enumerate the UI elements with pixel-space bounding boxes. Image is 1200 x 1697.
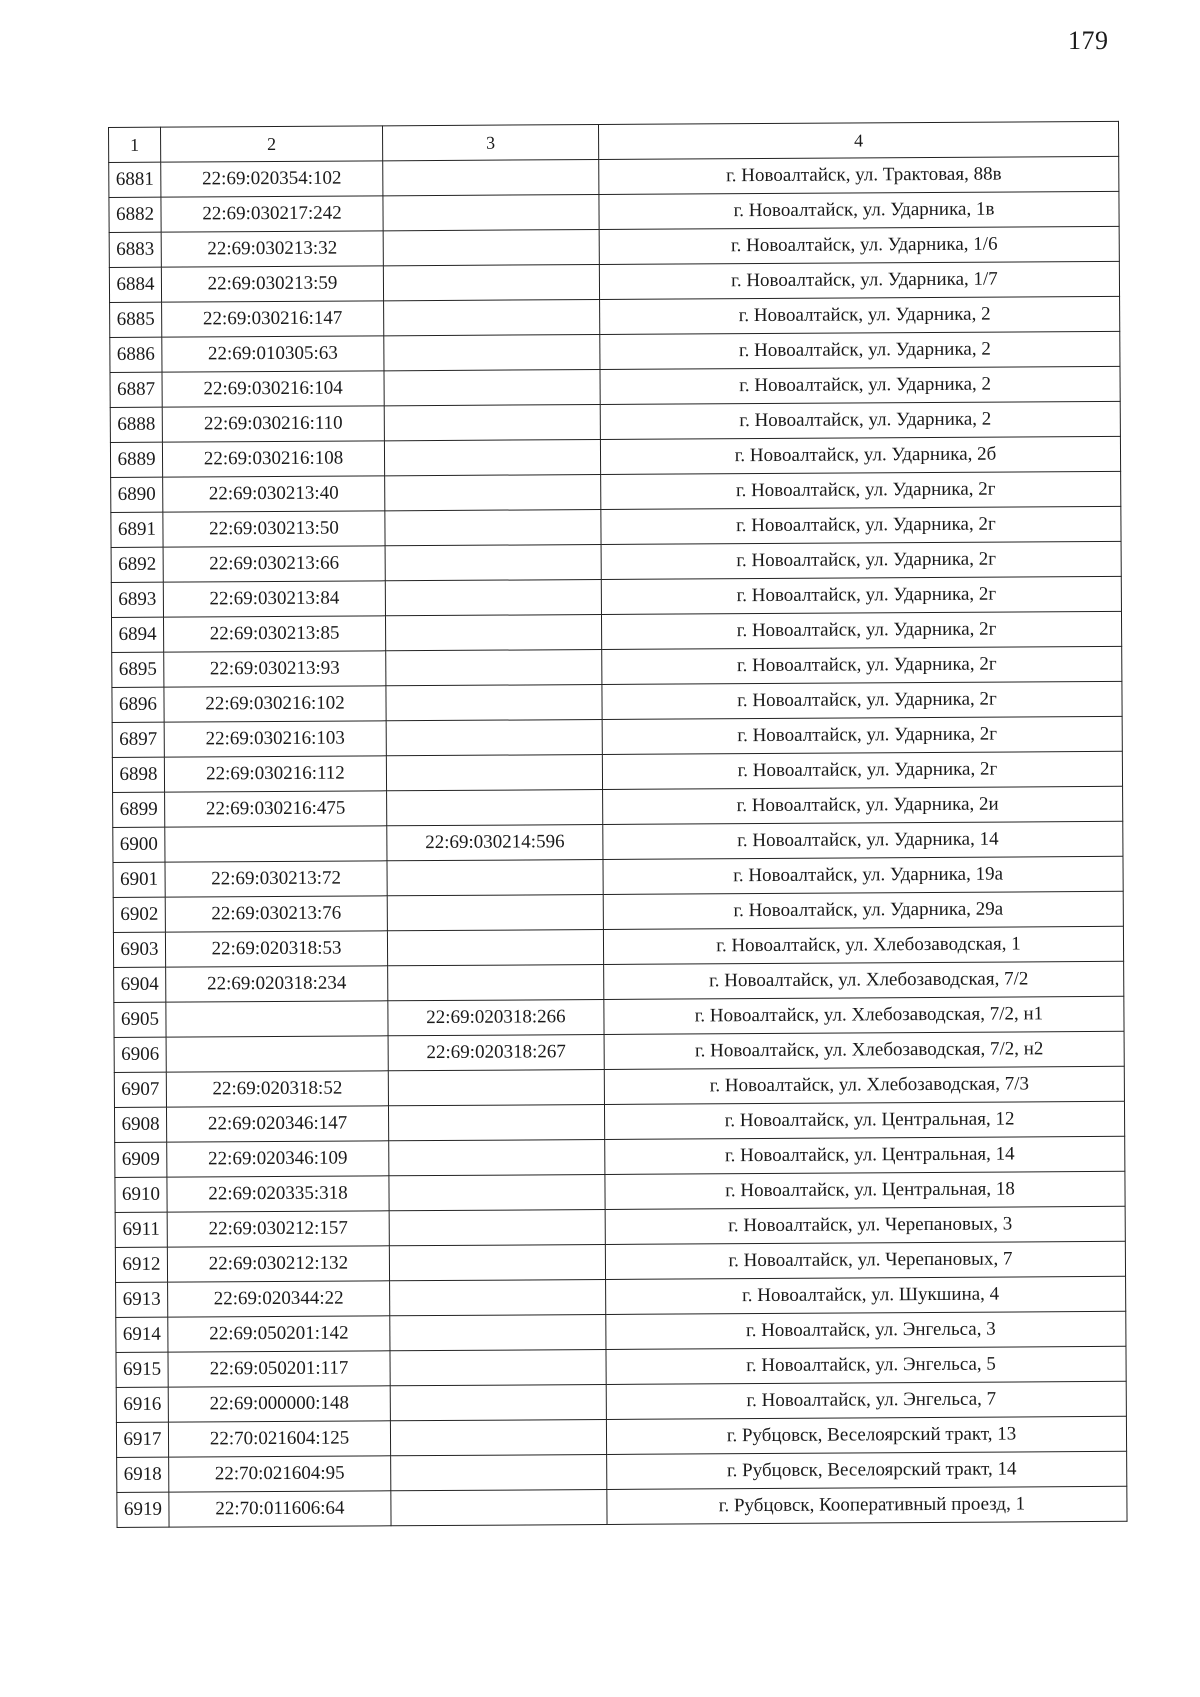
header-col-4: 4: [598, 121, 1118, 159]
cadastral-number-alt-cell: [386, 719, 602, 755]
row-number-cell: 6905: [114, 1002, 166, 1037]
cadastral-number-alt-cell: [384, 369, 600, 405]
row-number-cell: 6891: [111, 512, 163, 547]
row-number-cell: 6904: [114, 967, 166, 1002]
row-number-cell: 6906: [114, 1037, 166, 1072]
cadastral-number-alt-cell: [387, 929, 603, 965]
row-number-cell: 6916: [116, 1387, 168, 1422]
cadastral-number-alt-cell: [383, 230, 599, 266]
address-cell: г. Новоалтайск, ул. Ударника, 2г: [601, 541, 1121, 579]
cadastral-number-alt-cell: [386, 649, 602, 685]
cadastral-number-alt-cell: [391, 1489, 607, 1525]
row-number-cell: 6896: [112, 687, 164, 722]
cadastral-number-cell: 22:69:030213:59: [161, 266, 383, 302]
row-number-cell: 6918: [117, 1457, 169, 1492]
address-cell: г. Новоалтайск, ул. Шукшина, 4: [606, 1276, 1126, 1314]
cadastral-number-cell: 22:69:020318:52: [166, 1071, 388, 1107]
cadastral-number-alt-cell: [385, 579, 601, 615]
row-number-cell: 6911: [115, 1212, 167, 1247]
row-number-cell: 6889: [110, 442, 162, 477]
cadastral-number-alt-cell: [387, 894, 603, 930]
cadastral-number-cell: 22:69:030212:157: [167, 1211, 389, 1247]
cadastral-number-cell: 22:69:050201:142: [168, 1316, 390, 1352]
row-number-cell: 6881: [109, 162, 161, 197]
cadastral-number-alt-cell: [385, 614, 601, 650]
row-number-cell: 6908: [114, 1107, 166, 1142]
page-number: 179: [1068, 26, 1109, 55]
cadastral-number-alt-cell: [383, 195, 599, 231]
address-cell: г. Новоалтайск, ул. Ударника, 2г: [601, 506, 1121, 544]
cadastral-number-cell: 22:69:030216:104: [162, 371, 384, 407]
address-cell: г. Новоалтайск, ул. Ударника, 2г: [601, 576, 1121, 614]
address-cell: г. Новоалтайск, ул. Ударника, 2г: [602, 646, 1122, 684]
row-number-cell: 6884: [109, 267, 161, 302]
cadastral-number-alt-cell: [384, 334, 600, 370]
address-cell: г. Новоалтайск, ул. Хлебозаводская, 7/2, н2: [604, 1031, 1124, 1069]
address-cell: г. Новоалтайск, ул. Черепановых, 3: [605, 1206, 1125, 1244]
row-number-cell: 6899: [113, 792, 165, 827]
row-number-cell: 6892: [111, 547, 163, 582]
cadastral-number-cell: 22:70:011606:64: [169, 1491, 391, 1527]
cadastral-number-alt-cell: [385, 474, 601, 510]
cadastral-number-cell: 22:69:020346:147: [166, 1106, 388, 1142]
address-cell: г. Новоалтайск, ул. Хлебозаводская, 7/3: [604, 1066, 1124, 1104]
cadastral-number-cell: 22:69:020318:234: [166, 966, 388, 1002]
header-col-1: 1: [109, 127, 161, 162]
cadastral-number-alt-cell: [388, 964, 604, 1000]
header-col-2: 2: [161, 126, 383, 162]
address-cell: г. Новоалтайск, ул. Центральная, 14: [605, 1136, 1125, 1174]
address-cell: г. Рубцовск, Веселоярский тракт, 13: [606, 1416, 1126, 1454]
cadastral-number-cell: 22:69:030216:112: [164, 756, 386, 792]
cadastral-number-cell: 22:69:020344:22: [168, 1281, 390, 1317]
address-cell: г. Новоалтайск, ул. Трактовая, 88в: [599, 156, 1119, 194]
cadastral-number-alt-cell: [387, 789, 603, 825]
cadastral-number-cell: 22:69:020318:53: [165, 931, 387, 967]
address-cell: г. Новоалтайск, ул. Ударника, 14: [603, 821, 1123, 859]
cadastral-number-alt-cell: 22:69:020318:267: [388, 1034, 604, 1070]
address-cell: г. Новоалтайск, ул. Хлебозаводская, 1: [603, 926, 1123, 964]
row-number-cell: 6914: [116, 1317, 168, 1352]
cadastral-number-cell: 22:69:010305:63: [162, 336, 384, 372]
registry-table: [108, 121, 1128, 1528]
address-cell: г. Новоалтайск, ул. Ударника, 2: [600, 401, 1120, 439]
cadastral-number-alt-cell: [386, 754, 602, 790]
cadastral-number-alt-cell: [389, 1139, 605, 1175]
table-row: [117, 1486, 1127, 1527]
address-cell: г. Новоалтайск, ул. Ударника, 2г: [602, 716, 1122, 754]
address-cell: г. Новоалтайск, ул. Хлебозаводская, 7/2, н1: [604, 996, 1124, 1034]
row-number-cell: 6917: [116, 1422, 168, 1457]
address-cell: г. Новоалтайск, ул. Ударника, 2: [600, 296, 1120, 334]
address-cell: г. Рубцовск, Веселоярский тракт, 14: [607, 1451, 1127, 1489]
cadastral-number-alt-cell: [390, 1349, 606, 1385]
cadastral-number-alt-cell: [387, 859, 603, 895]
cadastral-number-alt-cell: [390, 1384, 606, 1420]
row-number-cell: 6894: [111, 617, 163, 652]
cadastral-number-cell: 22:69:030216:108: [162, 441, 384, 477]
address-cell: г. Новоалтайск, ул. Энгельса, 5: [606, 1346, 1126, 1384]
table-body: [109, 156, 1127, 1527]
cadastral-number-alt-cell: [389, 1209, 605, 1245]
address-cell: г. Новоалтайск, ул. Ударника, 2б: [600, 436, 1120, 474]
cadastral-number-alt-cell: [383, 265, 599, 301]
cadastral-number-cell: 22:69:030217:242: [161, 196, 383, 232]
cadastral-number-cell: 22:69:030213:76: [165, 896, 387, 932]
cadastral-number-alt-cell: [384, 439, 600, 475]
address-cell: г. Новоалтайск, ул. Ударника, 1/6: [599, 226, 1119, 264]
cadastral-number-alt-cell: [390, 1419, 606, 1455]
cadastral-number-cell: 22:69:030216:147: [162, 301, 384, 337]
cadastral-number-alt-cell: [383, 160, 599, 196]
cadastral-number-cell: 22:69:030213:72: [165, 861, 387, 897]
row-number-cell: 6912: [115, 1247, 167, 1282]
cadastral-number-cell: 22:69:030213:32: [161, 231, 383, 267]
cadastral-number-cell: [165, 826, 387, 862]
cadastral-number-alt-cell: [385, 544, 601, 580]
row-number-cell: 6897: [112, 722, 164, 757]
cadastral-number-cell: 22:69:000000:148: [168, 1386, 390, 1422]
cadastral-number-cell: 22:69:030216:102: [164, 686, 386, 722]
cadastral-number-alt-cell: [386, 684, 602, 720]
cadastral-number-cell: 22:69:020346:109: [167, 1141, 389, 1177]
cadastral-number-cell: [166, 1001, 388, 1037]
cadastral-number-cell: 22:69:030213:93: [164, 651, 386, 687]
cadastral-number-cell: 22:69:030213:84: [163, 581, 385, 617]
cadastral-number-alt-cell: [391, 1454, 607, 1490]
row-number-cell: 6895: [112, 652, 164, 687]
row-number-cell: 6882: [109, 197, 161, 232]
address-cell: г. Новоалтайск, ул. Ударника, 1/7: [599, 261, 1119, 299]
cadastral-number-cell: 22:69:020335:318: [167, 1176, 389, 1212]
address-cell: г. Новоалтайск, ул. Энгельса, 3: [606, 1311, 1126, 1349]
row-number-cell: 6913: [116, 1282, 168, 1317]
row-number-cell: 6900: [113, 827, 165, 862]
cadastral-number-alt-cell: 22:69:020318:266: [388, 999, 604, 1035]
address-cell: г. Новоалтайск, ул. Хлебозаводская, 7/2: [604, 961, 1124, 999]
row-number-cell: 6919: [117, 1492, 169, 1527]
address-cell: г. Новоалтайск, ул. Черепановых, 7: [605, 1241, 1125, 1279]
row-number-cell: 6885: [110, 302, 162, 337]
cadastral-number-alt-cell: [390, 1279, 606, 1315]
cadastral-number-cell: 22:69:030213:66: [163, 546, 385, 582]
cadastral-number-cell: 22:69:030216:103: [164, 721, 386, 757]
address-cell: г. Новоалтайск, ул. Центральная, 12: [604, 1101, 1124, 1139]
cadastral-number-cell: 22:69:030216:475: [165, 791, 387, 827]
cadastral-number-alt-cell: [390, 1314, 606, 1350]
row-number-cell: 6898: [112, 757, 164, 792]
cadastral-number-cell: 22:69:030216:110: [162, 406, 384, 442]
row-number-cell: 6888: [110, 407, 162, 442]
cadastral-number-alt-cell: [384, 300, 600, 336]
cadastral-number-cell: 22:69:030213:40: [163, 476, 385, 512]
cadastral-number-cell: 22:69:050201:117: [168, 1351, 390, 1387]
row-number-cell: 6887: [110, 372, 162, 407]
address-cell: г. Новоалтайск, ул. Ударника, 1в: [599, 191, 1119, 229]
cadastral-number-alt-cell: [388, 1069, 604, 1105]
row-number-cell: 6890: [111, 477, 163, 512]
address-cell: г. Новоалтайск, ул. Ударника, 2и: [603, 786, 1123, 824]
row-number-cell: 6915: [116, 1352, 168, 1387]
header-col-3: 3: [382, 125, 598, 161]
address-cell: г. Новоалтайск, ул. Ударника, 2г: [602, 681, 1122, 719]
address-cell: г. Новоалтайск, ул. Ударника, 2: [600, 366, 1120, 404]
row-number-cell: 6907: [114, 1072, 166, 1107]
address-cell: г. Новоалтайск, ул. Ударника, 19а: [603, 856, 1123, 894]
cadastral-number-alt-cell: [388, 1104, 604, 1140]
row-number-cell: 6893: [111, 582, 163, 617]
address-cell: г. Новоалтайск, ул. Центральная, 18: [605, 1171, 1125, 1209]
row-number-cell: 6901: [113, 862, 165, 897]
cadastral-number-cell: [166, 1036, 388, 1072]
row-number-cell: 6903: [113, 932, 165, 967]
cadastral-number-cell: 22:69:030213:85: [163, 616, 385, 652]
row-number-cell: 6909: [115, 1142, 167, 1177]
cadastral-number-alt-cell: [385, 509, 601, 545]
cadastral-number-alt-cell: [384, 404, 600, 440]
row-number-cell: 6883: [109, 232, 161, 267]
cadastral-number-alt-cell: 22:69:030214:596: [387, 824, 603, 860]
cadastral-number-alt-cell: [389, 1174, 605, 1210]
address-cell: г. Новоалтайск, ул. Ударника, 2: [600, 331, 1120, 369]
address-cell: г. Новоалтайск, ул. Ударника, 2г: [601, 611, 1121, 649]
address-cell: г. Новоалтайск, ул. Ударника, 2г: [602, 751, 1122, 789]
row-number-cell: 6910: [115, 1177, 167, 1212]
cadastral-number-alt-cell: [389, 1244, 605, 1280]
cadastral-number-cell: 22:69:030213:50: [163, 511, 385, 547]
address-cell: г. Новоалтайск, ул. Ударника, 29а: [603, 891, 1123, 929]
address-cell: г. Рубцовск, Кооперативный проезд, 1: [607, 1486, 1127, 1524]
cadastral-number-cell: 22:69:020354:102: [161, 161, 383, 197]
row-number-cell: 6902: [113, 897, 165, 932]
cadastral-number-cell: 22:70:021604:125: [168, 1421, 390, 1457]
cadastral-number-cell: 22:69:030212:132: [167, 1246, 389, 1282]
row-number-cell: 6886: [110, 337, 162, 372]
address-cell: г. Новоалтайск, ул. Ударника, 2г: [601, 471, 1121, 509]
cadastral-number-cell: 22:70:021604:95: [169, 1456, 391, 1492]
address-cell: г. Новоалтайск, ул. Энгельса, 7: [606, 1381, 1126, 1419]
